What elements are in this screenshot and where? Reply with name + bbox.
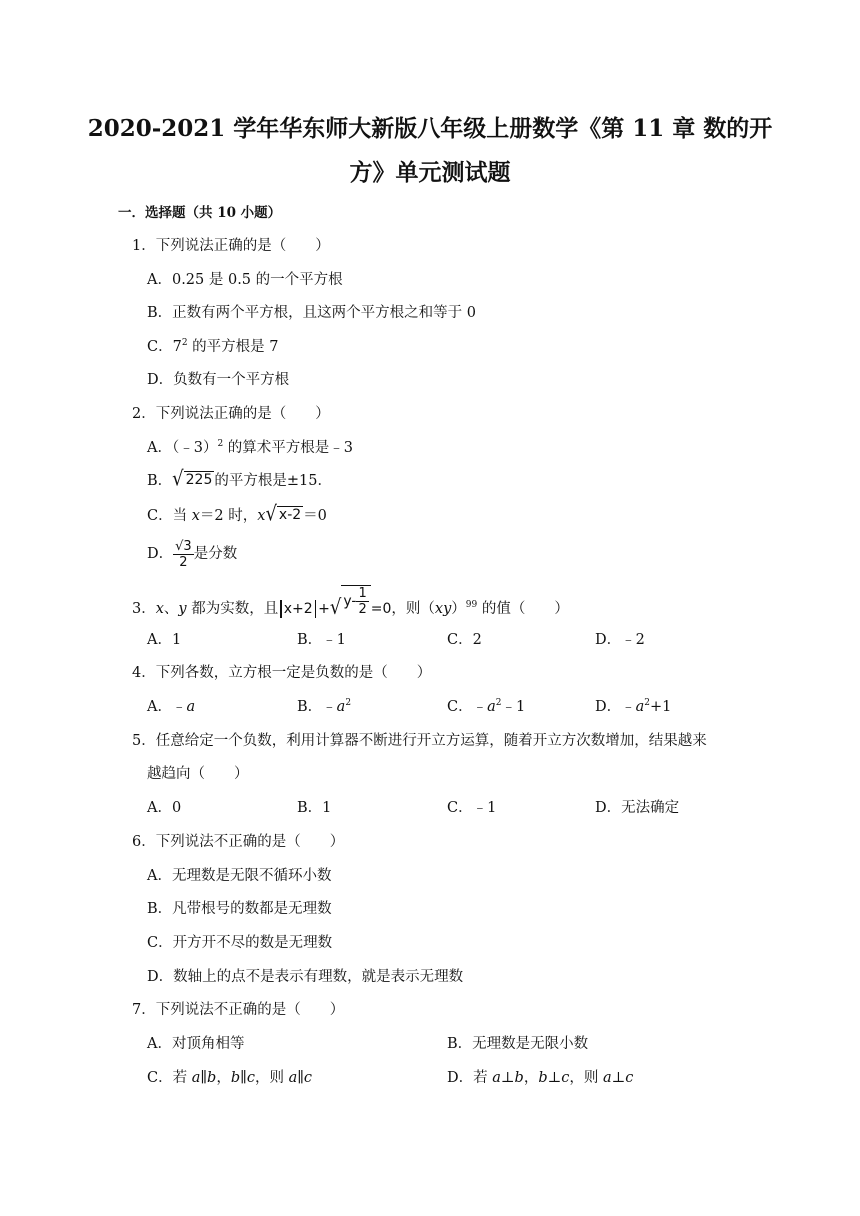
q1-option-a: A．0.25 是 0.5 的一个平方根 [147, 272, 343, 288]
section-heading: 一．选择题（共 10 小题） [118, 205, 282, 221]
title-line-2: 方》单元测试题 [349, 159, 511, 186]
q4-option-d: D．$﹣a^2+1$ [595, 698, 672, 715]
q7-stem: 7．下列说法不正确的是（ ） [132, 1002, 345, 1018]
q6-option-d: D．数轴上的点不是表示有理数，就是表示无理数 [147, 969, 464, 985]
q3-option-b: B．﹣1 [297, 632, 346, 648]
sqrt-expression: √ x-2 [265, 502, 302, 527]
sqrt-expression: √ y- $\frac{1}{2}$ [330, 585, 371, 617]
q1-stem: 1．下列说法正确的是（ ） [132, 238, 330, 254]
q5-option-b: B．1 [297, 800, 332, 816]
q2-option-a: A．（﹣3）$^2$ 的算术平方根是﹣3 [147, 439, 354, 456]
title-line-1: 2020-2021 学年华东师大新版八年级上册数学《第 11 章 数的开 [87, 115, 773, 142]
q5-option-d: D．无法确定 [595, 800, 680, 816]
q4-option-c: C．$﹣a^2﹣1$ [447, 698, 526, 715]
q6-option-a: A．无理数是无限不循环小数 [147, 868, 332, 884]
q7-option-b: B．无理数是无限小数 [447, 1036, 589, 1052]
q6-option-b: B．凡带根号的数都是无理数 [147, 901, 332, 917]
fraction-expression: $\frac{1}{2}$ [358, 586, 367, 617]
q7-option-a: A．对顶角相等 [147, 1036, 245, 1052]
q7-option-c: C．若 a∥b，b∥c，则 a∥c [147, 1070, 313, 1086]
q1-option-d: D．负数有一个平方根 [147, 372, 290, 388]
q2-option-b: B． √ 225 的平方根是±15． [147, 467, 332, 492]
q4-stem: 4．下列各数，立方根一定是负数的是（ ） [132, 665, 432, 681]
q3-option-d: D．﹣2 [595, 632, 645, 648]
fraction-expression: $\frac{√3}{2}$ [175, 538, 192, 570]
q6-stem: 6．下列说法不正确的是（ ） [132, 834, 345, 850]
absolute-value-expression: x+2 [278, 601, 318, 617]
q6-option-c: C．开方开不尽的数是无理数 [147, 935, 333, 951]
q3-option-a: A．1 [147, 632, 182, 648]
q2-option-d: D． $\frac{√3}{2}$ 是分数 [147, 538, 238, 570]
q2-option-c: C．当 x＝2 时，x √ x-2 ＝0 [147, 502, 327, 527]
q1-option-b: B．正数有两个平方根，且这两个平方根之和等于 0 [147, 305, 476, 321]
q2-stem: 2．下列说法正确的是（ ） [132, 406, 330, 422]
q7-option-d: D．若 a⊥b，b⊥c，则 a⊥c [447, 1070, 634, 1086]
q3-stem: 3．x、y 都为实数，且 x+2 + √ y- $\frac{1}{2}$ =0，则（xy）$^{99}$ 的值（ ） [132, 586, 569, 620]
q4-option-a: A．﹣a [147, 699, 196, 715]
q5-stem-line-2: 越趋向（ ） [147, 766, 249, 782]
q5-option-c: C．﹣1 [447, 800, 497, 816]
sqrt-expression: √ 225 [172, 467, 213, 492]
q4-option-b: B．$﹣a^2$ [297, 698, 352, 715]
q1-option-c: C．$7^2$ 的平方根是 7 [147, 338, 279, 355]
q3-option-c: C．2 [447, 632, 482, 648]
q5-stem-line-1: 5．任意给定一个负数，利用计算器不断进行开立方运算，随着开立方次数增加，结果越来 [132, 733, 707, 749]
q5-option-a: A．0 [147, 800, 182, 816]
